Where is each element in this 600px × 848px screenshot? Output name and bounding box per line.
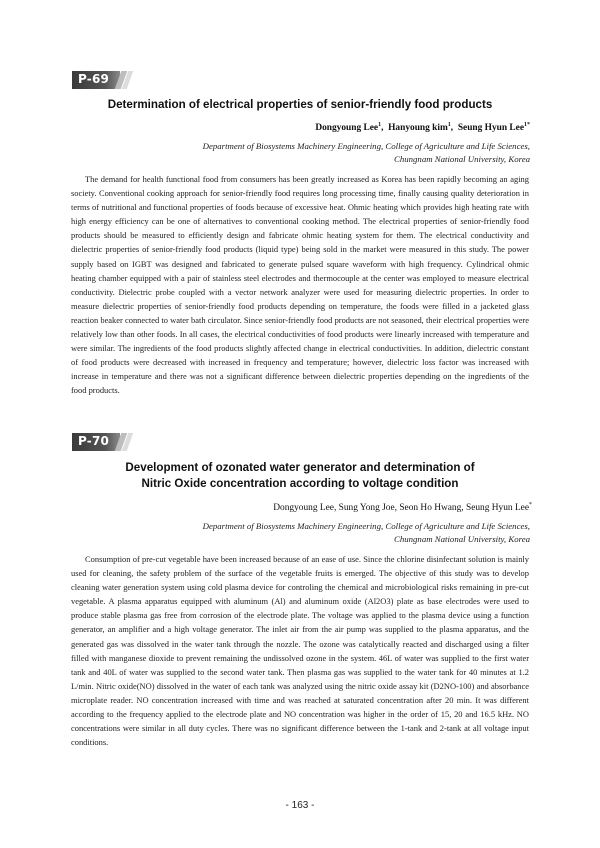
- paper-title: Determination of electrical properties of senior-friendly food products: [107, 98, 493, 111]
- affiliation-line: Chungnam National University, Korea: [393, 153, 530, 164]
- author-affiliation-mark: 1: [378, 121, 382, 128]
- section-badge-p69: [72, 71, 132, 89]
- title-line: Development of ozonated water generator and determination of: [125, 461, 475, 474]
- page-number: - 163 -: [285, 800, 315, 811]
- affiliation-line: Department of Biosystems Machinery Engineering, College of Agriculture and Life Sciences,: [202, 521, 530, 531]
- badge-label: P-70: [78, 434, 110, 448]
- affiliation: [203, 520, 530, 545]
- title-line: Nitric Oxide concentration according to voltage condition: [141, 477, 459, 490]
- author-name: Dongyoung Lee: [315, 123, 379, 133]
- affiliation-line: Department of Biosystems Machinery Engineering, College of Agriculture and Life Sciences,: [202, 141, 530, 151]
- abstract-text: The demand for health functional food from consumers has been greatly increased as Korea has been rapidly becoming an aging society. Conventional cooking approach for senior-friendly food requires long processing time, finally causing quality deterioration in terms of nutritional and functional properties of foods because of excessive heat. Ohmic heating which provides high heating rate with high energy efficiency can be one of alternatives to conventional cooking method. The electrical properties of senior-friendly food products should be measured to efficiently design and fabricate ohmic heating system for them. The electrical conductivity and dielectric properties of senior-friendly food products (liquid type) being sold in the market were measured in this study. The power supply based on IGBT was designed and fabricated to generate pulsed square waveform with high frequency. Cylindrical ohmic heating chamber equipped with a pair of stainless steel electrodes and thermocouple at the center was employed to measure electrical conductivity. Dielectric probe coupled with a vector network analyzer were used for measuring dielectric properties. In order to measure dielectric properties of senior-friendly food products depending on temperature, the foods were filled in a jacketed glass reaction beaker connected to water bath circulator. Since senior-friendly food products are not seasoned, their electrical properties were relatively low than other foods. In all cases, the electrical conductivities of food products were linearly increased with temperature and were similar. The ingredients of the food products slightly affected change in electrical conductivities. In addition, dielectric constant of food products were decreased with increased in frequency and temperature; however, dielectric loss factor was increased with increase in temperature and there was not a significant difference between dielectric properties depending on the ingredients of the food products.: [71, 174, 529, 396]
- author-affiliation-mark: 1*: [524, 121, 530, 128]
- affiliation: [203, 140, 530, 165]
- author-list: Dongyoung Lee$^1$, Hanyoung kim$^1$, Seung Hyun Lee$^{1*}$: [315, 121, 530, 133]
- author-name: Seung Hyun Lee: [457, 123, 524, 133]
- abstract-text: Consumption of pre-cut vegetable have been increased because of an ease of use. Since the chlorine disinfectant solution is mainly used for cleaning, the safety problem of the surface of the vegetable fruits is emerged. The objective of this study was to develop cleaning water generation system using cold plasma device for controling the chemical and microbiological risks remaining in pre-cut vegetable. A plasma apparatus equipped with aluminum (Al) and aluminum oxide (Al2O3) plate as base electrodes were used to produce stable plasma gas free from corrosion of the electrode plate. The voltage was applied to the plasma device using a function generator, an amplifier and a high voltage generator. The inlet air from the air pump was supplied to the plasma apparatus, and the generated gas was dissolved in the water tank through the nozzle. The ozone was catalytically reacted and discharged using a filter filled with manganese dioxide to prevent remaining the undissolved ozone in the system. 46L of water was supplied to the first water tank and 40L of water was supplied to the second water tank. Then plasma gas was supplied to the water tank for 40 minutes at 1.2 L/min. Nitric oxide(NO) dissolved in the water of each tank was analyzed using the nitric oxide assay kit (D2NO-100) and absorbance microplate reader. NO concentration increased with time and was reached at saturated concentration after 20 min. It was different according to the frequency applied to the electrode plate and NO concentration was higher in the order of 15, 20 and 16.5 kHz. NO concentrations were similar in all duty cycles. There was no significant difference between the 1-tank and 2-tank at all voltage input conditions.: [71, 554, 529, 748]
- author-name: Hanyoung kim: [388, 123, 448, 133]
- author-list: [273, 503, 532, 513]
- badge-label: P-69: [78, 72, 110, 86]
- author-affiliation-mark: 1: [447, 121, 451, 128]
- corresponding-mark: *: [529, 501, 532, 508]
- section-badge-p70: [72, 433, 132, 451]
- affiliation-line: Chungnam National University, Korea: [393, 533, 530, 544]
- paper-title: [40, 460, 560, 492]
- author-names: Dongyoung Lee, Sung Yong Joe, Seon Ho Hwang, Seung Hyun Lee: [273, 503, 529, 513]
